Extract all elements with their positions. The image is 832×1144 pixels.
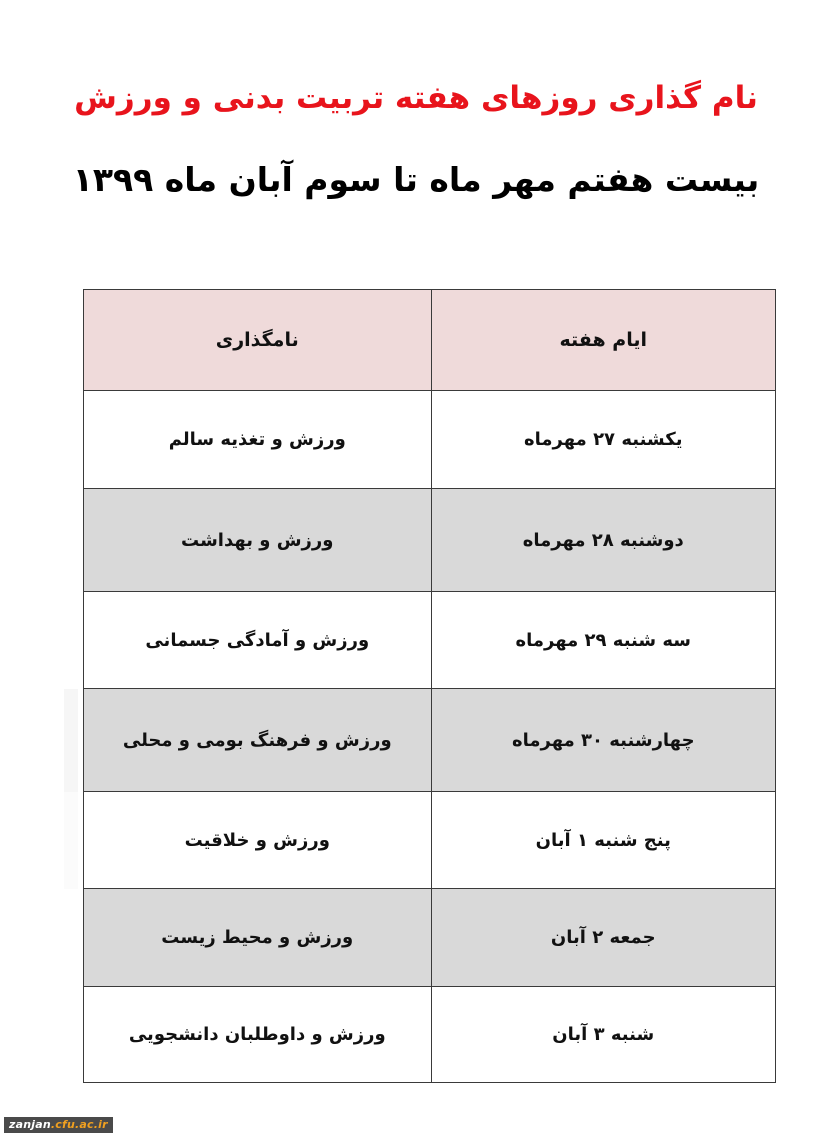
cell-naming: ورزش و محیط زیست <box>84 889 432 987</box>
table-row <box>84 792 776 889</box>
edge-artifact <box>64 689 78 792</box>
table-row <box>84 489 776 592</box>
site-watermark <box>4 1117 113 1133</box>
header-day: ایام هفته <box>431 290 775 391</box>
cell-day: پنج شنبه ۱ آبان <box>431 792 775 889</box>
cell-naming: ورزش و خلاقیت <box>84 792 432 889</box>
page-title: نام گذاری روزهای هفته تربیت بدنی و ورزش <box>74 80 758 116</box>
table-row <box>84 987 776 1083</box>
cell-naming: ورزش و بهداشت <box>84 489 432 592</box>
header-naming: نامگذاری <box>84 290 432 391</box>
page-subtitle: بیست هفتم مهر ماه تا سوم آبان ماه ۱۳۹۹ <box>72 160 760 199</box>
watermark-host: zanjan <box>9 1118 51 1131</box>
schedule-table <box>83 289 776 1083</box>
table-header-row <box>84 290 776 391</box>
table-row <box>84 391 776 489</box>
cell-naming: ورزش و داوطلبان دانشجویی <box>84 987 432 1083</box>
cell-naming: ورزش و فرهنگ بومی و محلی <box>84 689 432 792</box>
cell-naming: ورزش و تغذیه سالم <box>84 391 432 489</box>
cell-day: سه شنبه ۲۹ مهرماه <box>431 592 775 689</box>
table-row <box>84 689 776 792</box>
cell-day: دوشنبه ۲۸ مهرماه <box>431 489 775 592</box>
table-row <box>84 889 776 987</box>
cell-day: شنبه ۳ آبان <box>431 987 775 1083</box>
edge-artifact <box>64 792 78 889</box>
table-row <box>84 592 776 689</box>
watermark-domain: .cfu.ac.ir <box>50 1118 108 1131</box>
cell-day: چهارشنبه ۳۰ مهرماه <box>431 689 775 792</box>
cell-day: یکشنبه ۲۷ مهرماه <box>431 391 775 489</box>
cell-naming: ورزش و آمادگی جسمانی <box>84 592 432 689</box>
cell-day: جمعه ۲ آبان <box>431 889 775 987</box>
